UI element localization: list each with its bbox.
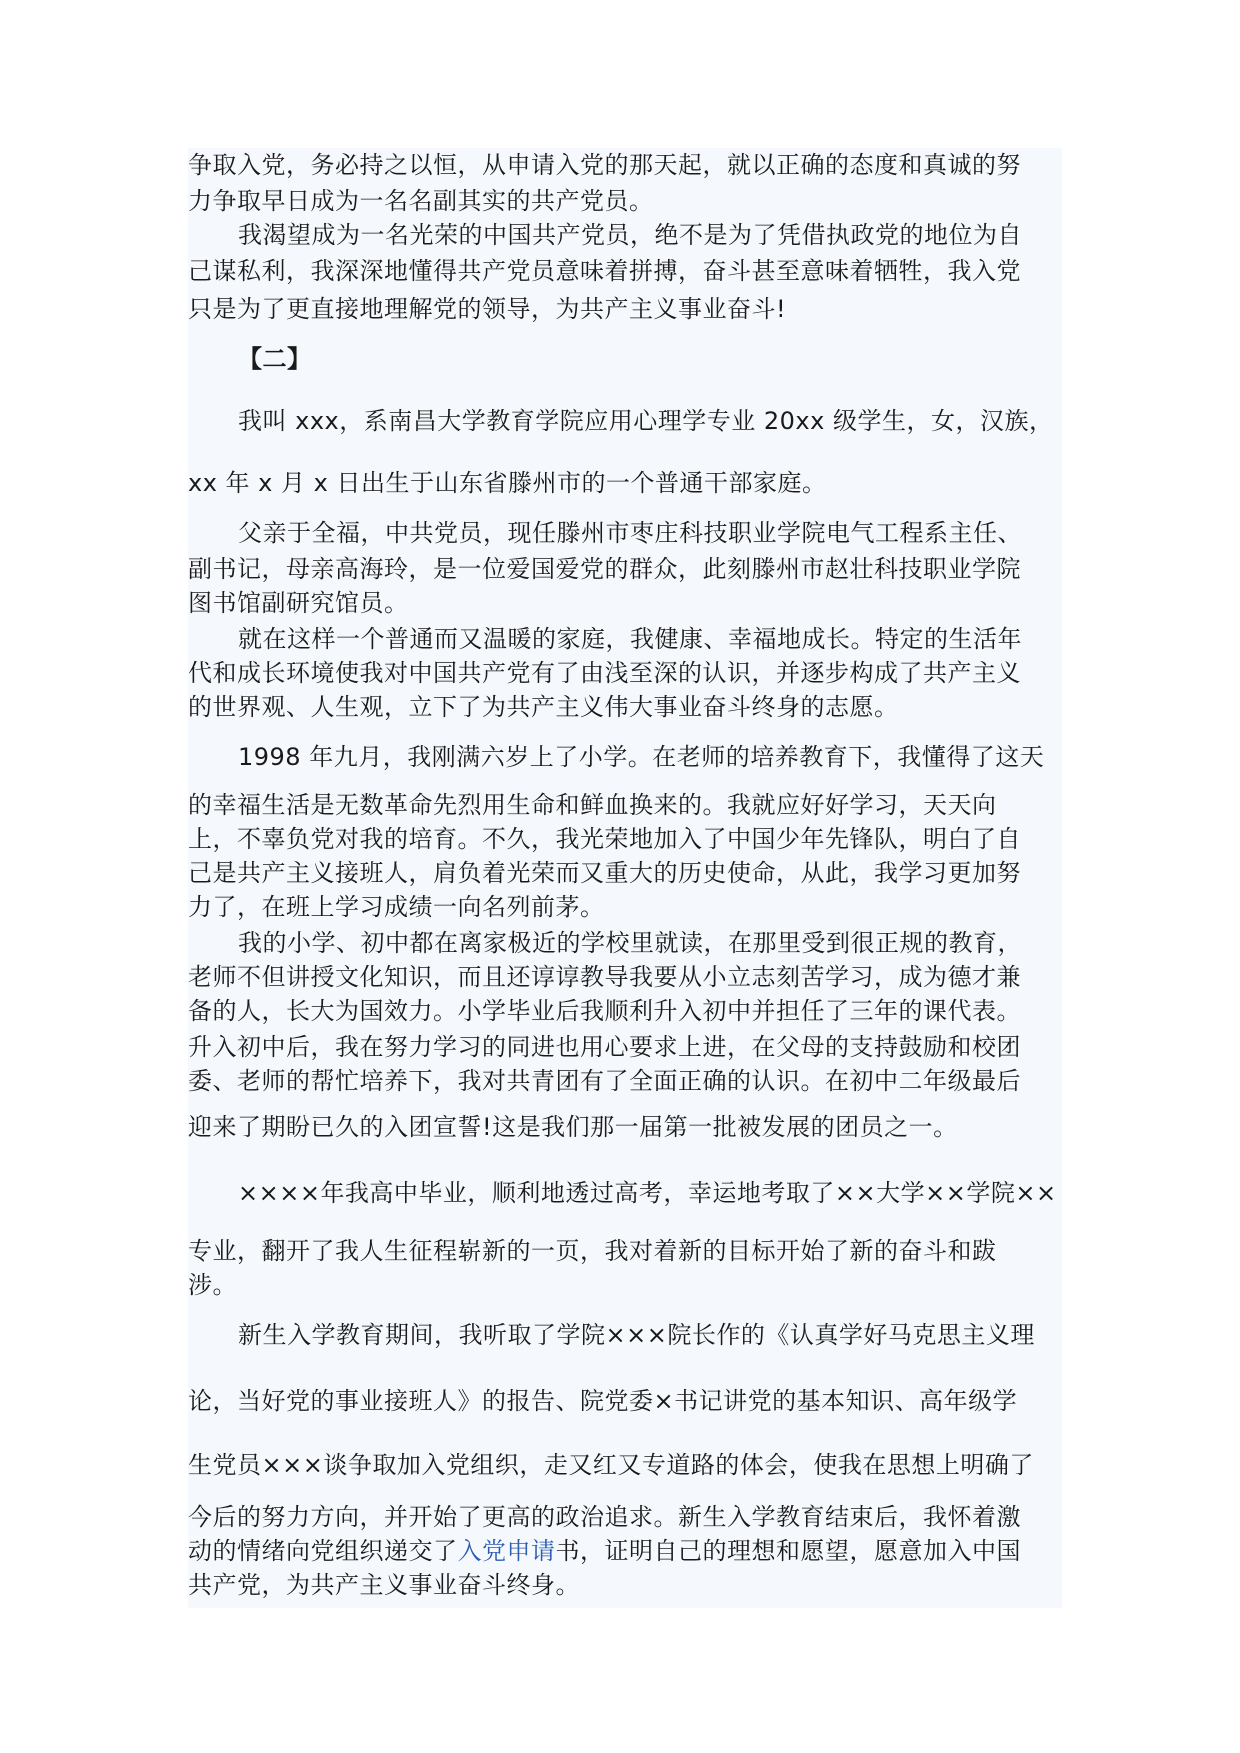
- paragraph-line: 迎来了期盼已久的入团宣誓!这是我们那一届第一批被发展的团员之一。: [188, 1113, 958, 1141]
- paragraph-line: 涉。: [188, 1271, 237, 1299]
- paragraph-line-with-link: [188, 1534, 1021, 1568]
- paragraph-line: 委、老师的帮忙培养下，我对共青团有了全面正确的认识。在初中二年级最后: [188, 1067, 1021, 1095]
- paragraph-line: 专业，翻开了我人生征程崭新的一页，我对着新的目标开始了新的奋斗和跋: [188, 1237, 997, 1265]
- section-heading: 【二】: [238, 345, 312, 373]
- paragraph-line: 1998 年九月，我刚满六岁上了小学。在老师的培养教育下，我懂得了这天: [238, 743, 1045, 771]
- application-link[interactable]: 入党申请: [457, 1537, 556, 1565]
- paragraph-line: 我的小学、初中都在离家极近的学校里就读，在那里受到很正规的教育，: [238, 929, 1022, 957]
- paragraph-line: 就在这样一个普通而又温暖的家庭，我健康、幸福地成长。特定的生活年: [238, 625, 1022, 653]
- document-body: [188, 148, 1062, 1608]
- paragraph-line: 生党员×××谈争取加入党组织，走又红又专道路的体会，使我在思想上明确了: [188, 1451, 1034, 1479]
- paragraph-line: xx 年 x 月 x 日出生于山东省滕州市的一个普通干部家庭。: [188, 469, 827, 497]
- paragraph-line: 父亲于全福，中共党员，现任滕州市枣庄科技职业学院电气工程系主任、: [238, 519, 1022, 547]
- paragraph-line: 副书记，母亲高海玲，是一位爱国爱党的群众，此刻滕州市赵壮科技职业学院: [188, 555, 1021, 583]
- paragraph-line: 升入初中后，我在努力学习的同进也用心要求上进，在父母的支持鼓励和校团: [188, 1033, 1021, 1061]
- paragraph-line: 己是共产主义接班人，肩负着光荣而又重大的历史使命，从此，我学习更加努: [188, 859, 1021, 887]
- paragraph-line: 的世界观、人生观，立下了为共产主义伟大事业奋斗终身的志愿。: [188, 693, 899, 721]
- paragraph-line: 老师不但讲授文化知识，而且还谆谆教导我要从小立志刻苦学习，成为德才兼: [188, 963, 1021, 991]
- paragraph-line: 备的人，长大为国效力。小学毕业后我顺利升入初中并担任了三年的课代表。: [188, 997, 1021, 1025]
- paragraph-line: ××××年我高中毕业，顺利地透过高考，幸运地考取了××大学××学院××: [238, 1179, 1057, 1207]
- paragraph-line: 新生入学教育期间，我听取了学院×××院长作的《认真学好马克思主义理: [238, 1321, 1035, 1349]
- paragraph-line: 我渴望成为一名光荣的中国共产党员，绝不是为了凭借执政党的地位为自: [238, 221, 1022, 249]
- paragraph-line: 代和成长环境使我对中国共产党有了由浅至深的认识，并逐步构成了共产主义: [188, 659, 1021, 687]
- paragraph-text: 书，证明自己的理想和愿望，愿意加入中国: [555, 1537, 1021, 1565]
- paragraph-line: 己谋私利，我深深地懂得共产党员意味着拼搏，奋斗甚至意味着牺牲，我入党: [188, 257, 1021, 285]
- paragraph-line: 力争取早日成为一名名副其实的共产党员。: [188, 187, 654, 215]
- paragraph-line: 论，当好党的事业接班人》的报告、院党委×书记讲党的基本知识、高年级学: [188, 1387, 1018, 1415]
- paragraph-line: 我叫 xxx，系南昌大学教育学院应用心理学专业 20xx 级学生，女，汉族，: [238, 407, 1054, 435]
- paragraph-text: 动的情绪向党组织递交了: [188, 1537, 458, 1565]
- paragraph-line: 共产党，为共产主义事业奋斗终身。: [188, 1571, 580, 1599]
- paragraph-line: 的幸福生活是无数革命先烈用生命和鲜血换来的。我就应好好学习，天天向: [188, 791, 997, 819]
- paragraph-line: 只是为了更直接地理解党的领导，为共产主义事业奋斗!: [188, 295, 787, 323]
- paragraph-line: 争取入党，务必持之以恒，从申请入党的那天起，就以正确的态度和真诚的努: [188, 151, 1021, 179]
- paragraph-line: 上，不辜负党对我的培育。不久，我光荣地加入了中国少年先锋队，明白了自: [188, 825, 1021, 853]
- paragraph-line: 图书馆副研究馆员。: [188, 589, 409, 617]
- paragraph-line: 力了，在班上学习成绩一向名列前茅。: [188, 893, 605, 921]
- paragraph-line: 今后的努力方向，并开始了更高的政治追求。新生入学教育结束后，我怀着激: [188, 1503, 1021, 1531]
